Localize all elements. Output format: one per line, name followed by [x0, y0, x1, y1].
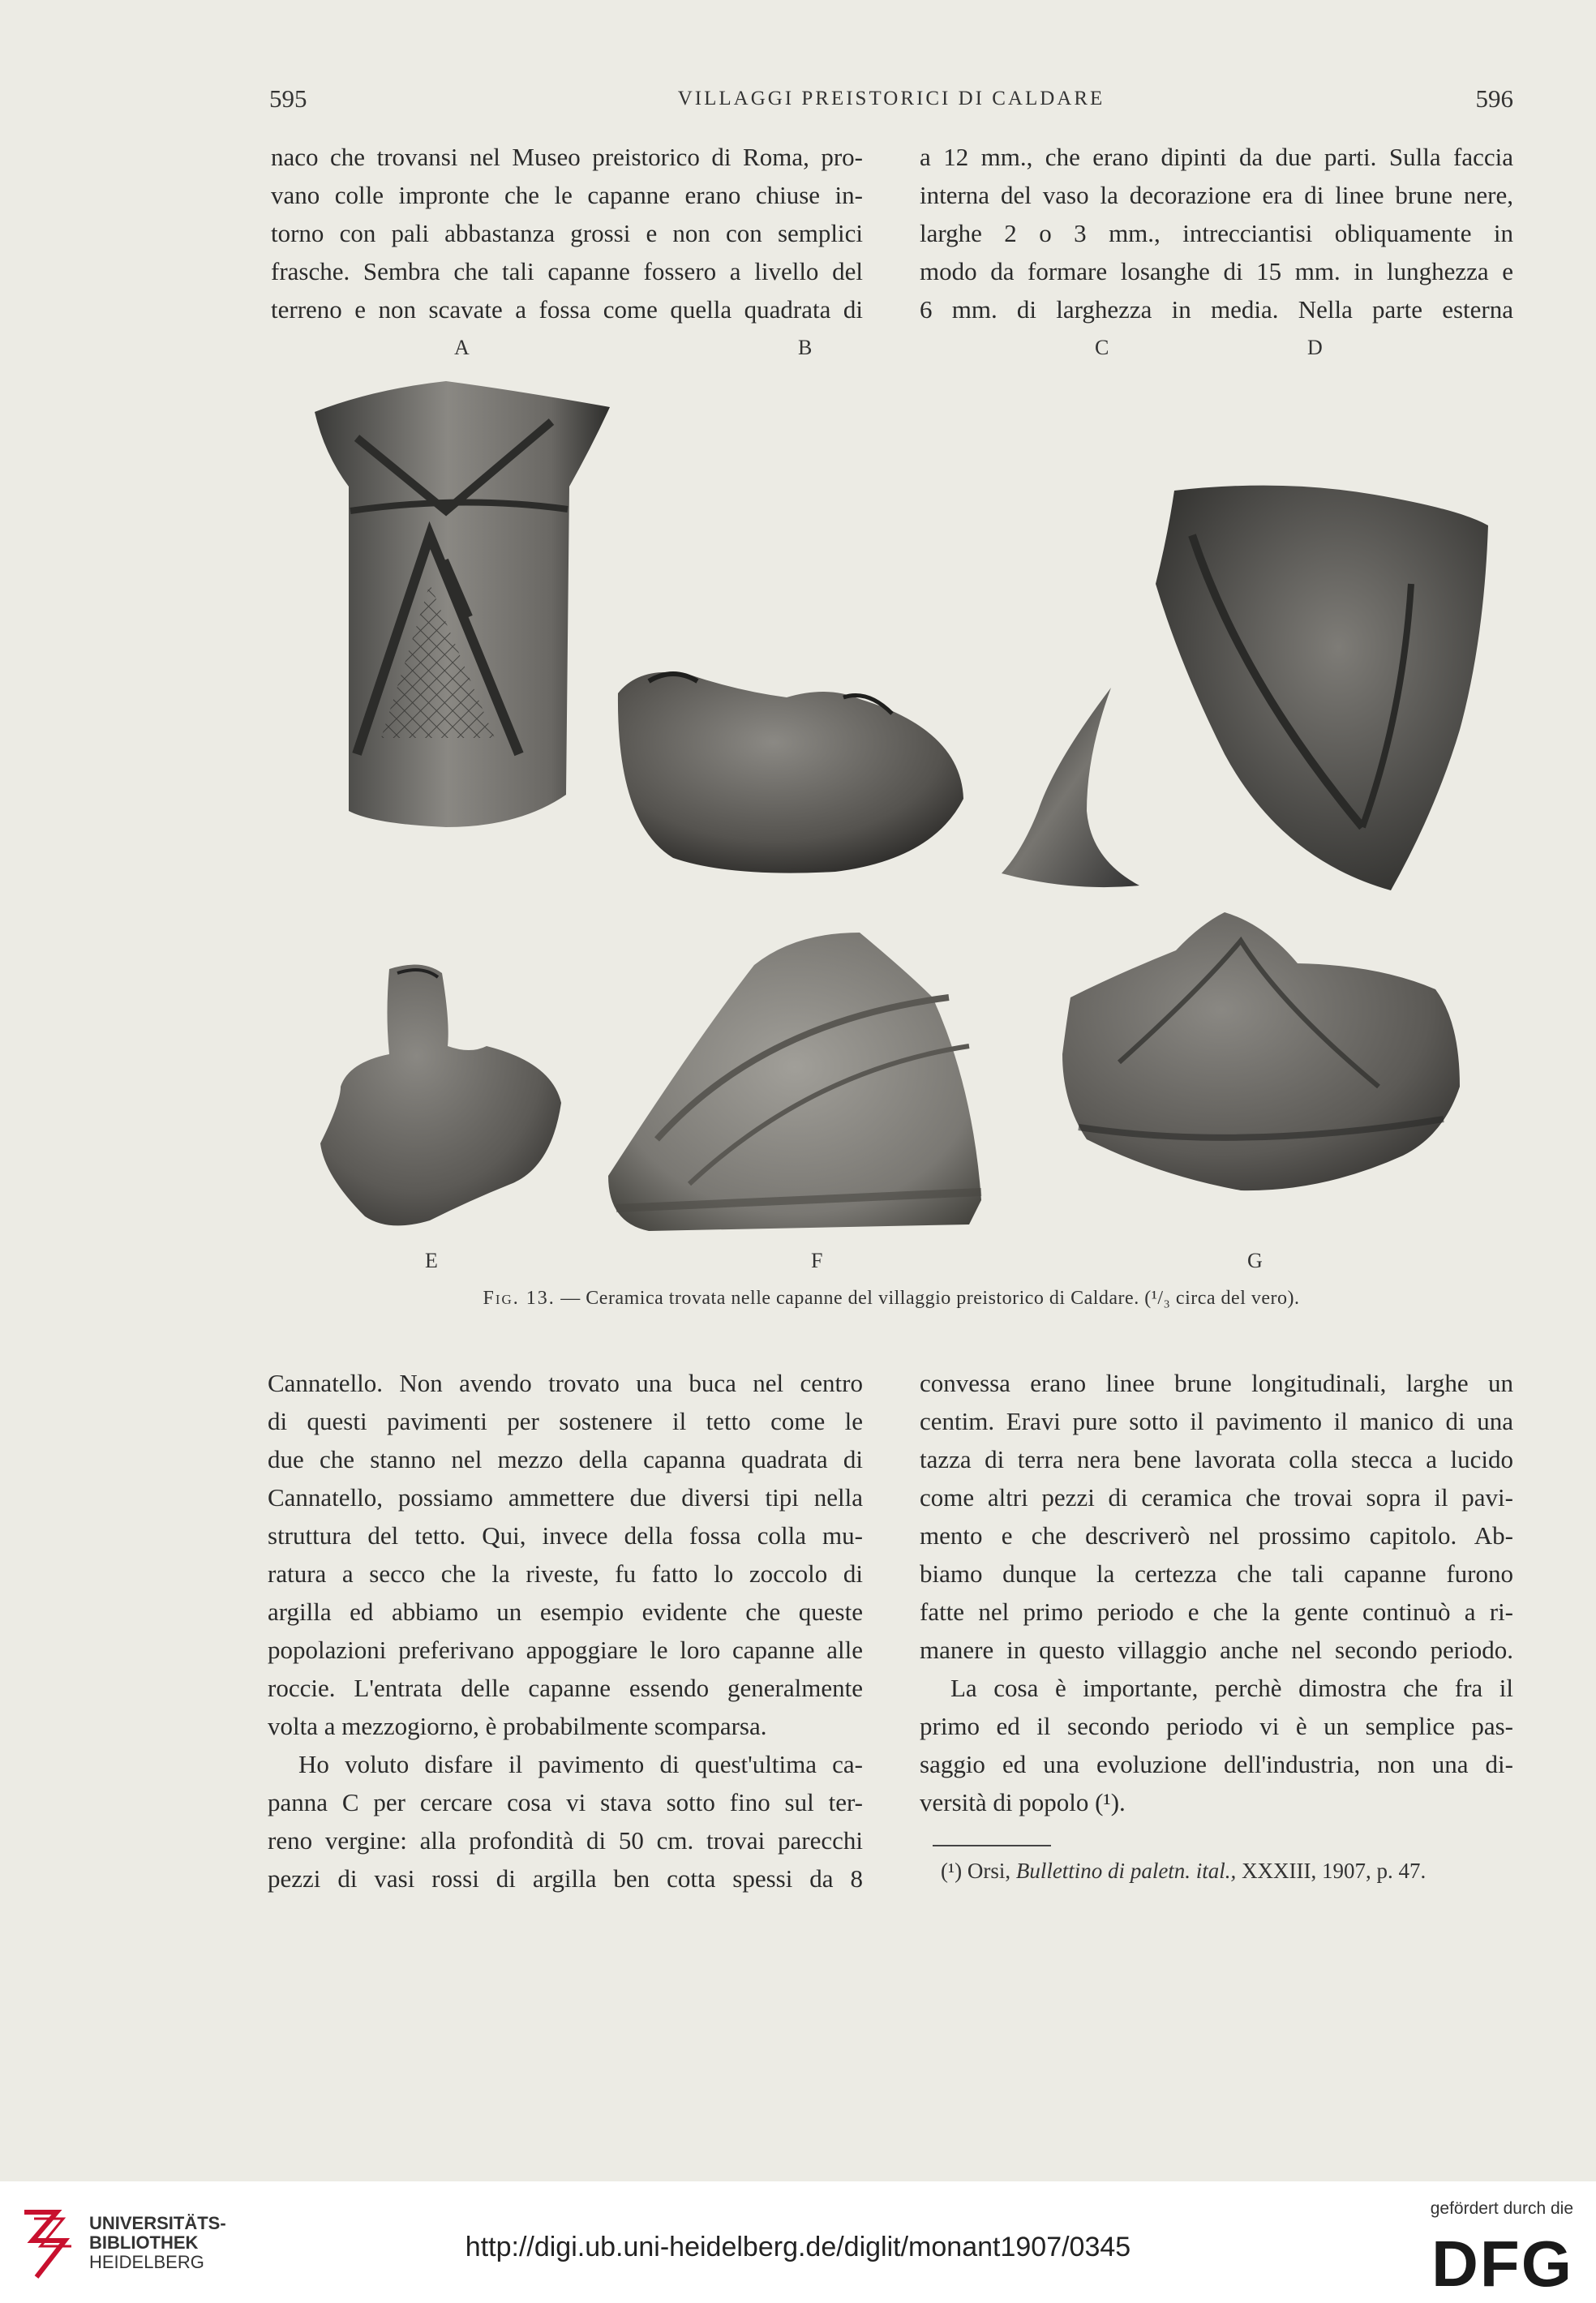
text-line: roccie. L'entrata delle capanne essendo generalmente: [268, 1674, 863, 1702]
text-line: di questi pavimenti per sostenere il tetto come le: [268, 1407, 863, 1435]
fragment-a: [315, 381, 610, 827]
figure-caption: [269, 1288, 1513, 1310]
text-line: panna C per cercare cosa vi stava sotto fino sul ter-: [268, 1788, 863, 1816]
library-name-line: HEIDELBERG: [89, 2252, 204, 2272]
figure-label-e: E: [425, 1249, 438, 1272]
text-line: centim. Eravi pure sotto il pavimento il manico di una: [920, 1407, 1513, 1435]
library-name-line: BIBLIOTHEK: [89, 2232, 199, 2253]
page-number-right: 596: [1475, 84, 1513, 113]
fragment-e: [320, 965, 561, 1226]
figure-label-g: G: [1247, 1249, 1263, 1272]
figure-label-d: D: [1307, 336, 1323, 359]
text-line: Ho voluto disfare il pavimento di quest'ultima ca-: [298, 1750, 863, 1778]
running-title: VILLAGGI PREISTORICI DI CALDARE: [677, 88, 1105, 109]
figure-label-b: B: [798, 336, 813, 359]
fragment-c: [1002, 688, 1139, 887]
text-line: Cannatello. Non avendo trovato una buca nel centro: [268, 1369, 863, 1397]
figure-label-f: F: [811, 1249, 823, 1272]
fragment-b: [618, 672, 963, 873]
text-line: tazza di terra nera bene lavorata colla stecca a lucido: [920, 1445, 1513, 1473]
figure-label-c: C: [1095, 336, 1109, 359]
text-line: ratura a secco che la riveste, fu fatto lo zoccolo di: [268, 1559, 863, 1588]
text-line: popolazioni preferivano appoggiare le loro capanne alle: [268, 1636, 863, 1664]
text-line: Cannatello, possiamo ammettere due diversi tipi nella: [268, 1483, 863, 1512]
text-line: naco che trovansi nel Museo preistorico di Roma, pro-: [271, 143, 863, 171]
dfg-logo: DFG: [1431, 2228, 1573, 2300]
text-line: vano colle impronte che le capanne erano chiuse in-: [271, 181, 863, 209]
text-line: torno con pali abbastanza grossi e non con semplici: [271, 219, 863, 247]
text-line: a 12 mm., che erano dipinti da due parti. Sulla faccia: [920, 143, 1513, 171]
footnote-reference: XXXIII, 1907, p. 47.: [1242, 1859, 1427, 1883]
text-line: biamo dunque la certezza che tali capanne furono: [920, 1559, 1513, 1588]
text-line: 6 mm. di larghezza in media. Nella parte esterna: [920, 295, 1513, 324]
page-header: [269, 84, 1513, 117]
text-line: mento e che descriverò nel prossimo capitolo. Ab-: [920, 1521, 1513, 1550]
text-line: due che stanno nel mezzo della capanna quadrata di: [268, 1445, 863, 1473]
figure-label-a: A: [454, 336, 470, 359]
ceramics-plate: [308, 373, 1492, 1257]
text-line: manere in questo villaggio anche nel secondo periodo.: [920, 1636, 1513, 1664]
text-line: primo ed il secondo periodo vi è un semplice pas-: [920, 1712, 1513, 1740]
footnote-author: Orsi,: [967, 1859, 1011, 1883]
footnote-rule: [933, 1845, 1051, 1846]
fragment-d: [1156, 486, 1488, 890]
text-line: saggio ed una evoluzione dell'industria, non una di-: [920, 1750, 1513, 1778]
text-line: terreno e non scavate a fossa come quella quadrata di: [271, 295, 863, 324]
text-line: pezzi di vasi rossi di argilla ben cotta spessi da 8: [268, 1864, 863, 1893]
text-column-bottom-right: [920, 1364, 1513, 1821]
text-line: convessa erano linee brune longitudinali, larghe un: [920, 1369, 1513, 1397]
footnote-title: Bullettino di paletn. ital.,: [1015, 1859, 1237, 1883]
page-number-left: 595: [269, 84, 307, 113]
text-column-bottom-left: [268, 1364, 863, 1898]
digitization-footer: [0, 2181, 1596, 2303]
text-line: La cosa è importante, perchè dimostra che fra il: [950, 1674, 1513, 1702]
text-line: larghe 2 o 3 mm., intrecciantisi obliquamente in: [920, 219, 1513, 247]
fragment-f: [608, 933, 981, 1231]
figure-number: Fig. 13.: [483, 1288, 556, 1309]
text-line: struttura del tetto. Qui, invece della fossa colla mu-: [268, 1521, 863, 1550]
text-column-top-left: [271, 138, 863, 328]
text-column-top-right: [920, 138, 1513, 328]
text-line: fatte nel primo periodo e che la gente continuò a ri-: [920, 1598, 1513, 1626]
figure-caption-text: — Ceramica trovata nelle capanne del villaggio preistorico di Caldare. (¹/₃ circa del vero).: [560, 1288, 1300, 1309]
fragment-g: [1062, 912, 1460, 1190]
text-line: volta a mezzogiorno, è probabilmente scomparsa.: [268, 1712, 767, 1740]
text-line: modo da formare losanghe di 15 mm. in lunghezza e: [920, 257, 1513, 285]
footnote-marker: (¹): [941, 1859, 963, 1883]
text-line: frasche. Sembra che tali capanne fossero a livello del: [271, 257, 863, 285]
text-line: argilla ed abbiamo un esempio evidente che queste: [268, 1598, 863, 1626]
text-line: come altri pezzi di ceramica che trovai sopra il pavi-: [920, 1483, 1513, 1512]
funded-by-text: gefördert durch die: [1430, 2199, 1573, 2218]
source-url-link[interactable]: http://digi.ub.uni-heidelberg.de/diglit/monant1907/0345: [465, 2232, 1131, 2262]
text-line: interna del vaso la decorazione era di linee brune nere,: [920, 181, 1513, 209]
library-name-line: UNIVERSITÄTS-: [89, 2213, 226, 2233]
footnote: [941, 1859, 1508, 1884]
text-line: versità di popolo (¹).: [920, 1788, 1126, 1816]
text-line: reno vergine: alla profondità di 50 cm. trovai parecchi: [268, 1826, 863, 1855]
